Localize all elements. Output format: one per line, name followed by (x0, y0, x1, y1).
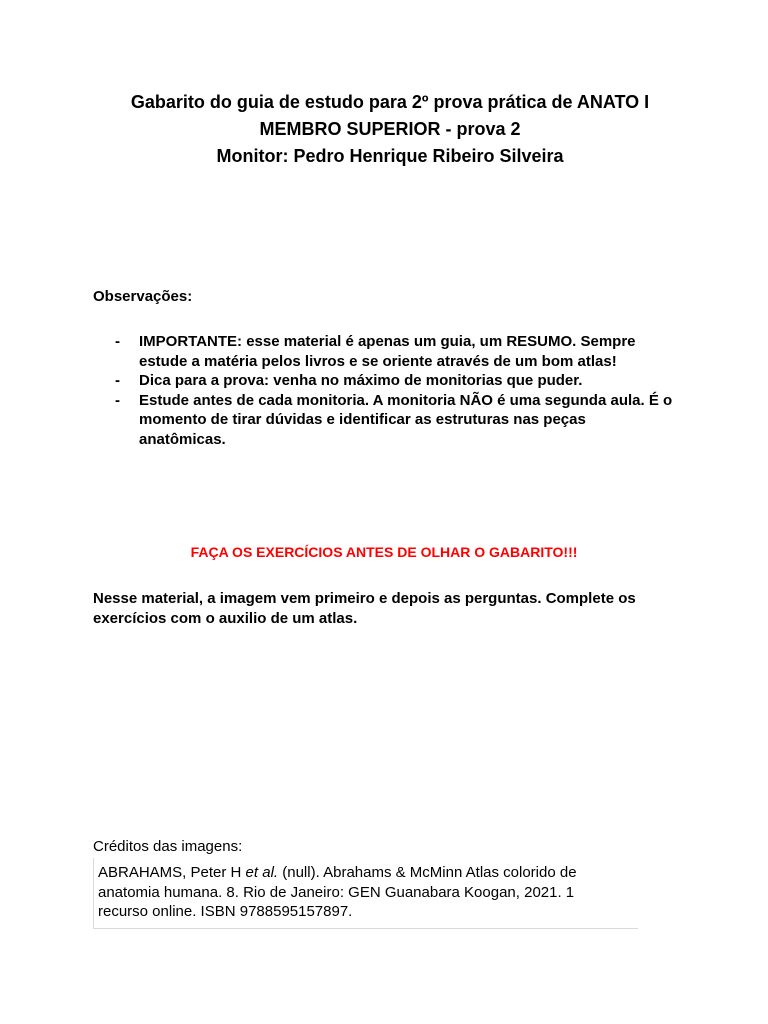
title-line-3: Monitor: Pedro Henrique Ribeiro Silveira (216, 146, 564, 166)
title-line-2: MEMBRO SUPERIOR - prova 2 (259, 119, 521, 139)
bullet-dash: - (115, 391, 120, 409)
document-title (60, 89, 720, 170)
observations-list (93, 332, 673, 449)
warning-notice: FAÇA OS EXERCÍCIOS ANTES DE OLHAR O GABARITO!!! (190, 544, 578, 560)
bullet-dash: - (115, 372, 120, 389)
list-item (93, 332, 673, 371)
title-line-1: Gabarito do guia de estudo para 2º prova prática de ANATO I (130, 92, 650, 112)
reference-line-2: anatomia humana. 8. Rio de Janeiro: GEN Guanabara Koogan, 2021. 1 (98, 883, 575, 901)
list-item (93, 391, 673, 450)
reference-title-start: (null). Abrahams & McMinn Atlas colorido de (282, 864, 577, 881)
observations-heading: Observações: (93, 288, 193, 305)
reference-line-3: recurso online. ISBN 9788595157897. (98, 903, 353, 920)
reference-line-1 (98, 863, 634, 883)
reference-authors: ABRAHAMS, Peter H (98, 864, 242, 881)
reference-et-al: et al. (245, 864, 279, 881)
bullet-dash: - (115, 333, 120, 350)
list-item-text: Estude antes de cada monitoria. A monitoria NÃO é uma segunda aula. É o momento de tirar dúvidas e identificar as estruturas nas peças anatômicas. (139, 391, 673, 448)
reference-citation (93, 858, 638, 929)
list-item-text: IMPORTANTE: esse material é apenas um guia, um RESUMO. Sempre estude a matéria pelos livros e se oriente através de um bom atlas! (139, 333, 636, 370)
credits-heading: Créditos das imagens: (93, 838, 243, 855)
intro-paragraph: Nesse material, a imagem vem primeiro e depois as perguntas. Complete os exercícios com o auxilio de um atlas. (93, 590, 636, 627)
list-item (93, 371, 673, 391)
list-item-text: Dica para a prova: venha no máximo de monitorias que puder. (139, 372, 583, 389)
